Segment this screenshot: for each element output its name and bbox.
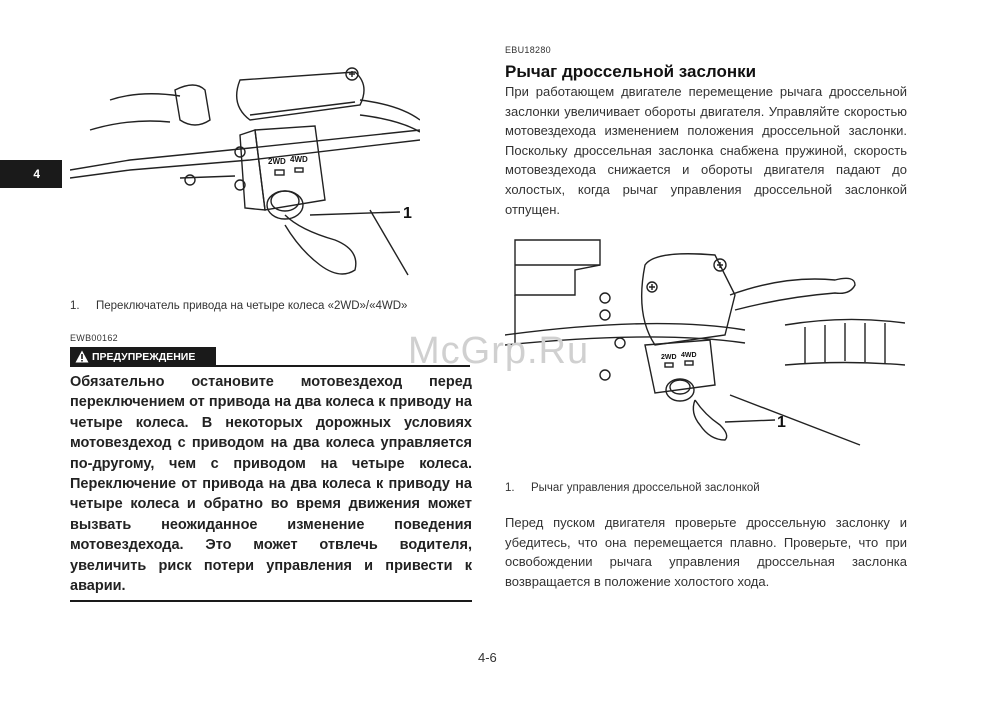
- left-figure-caption: [70, 300, 407, 312]
- intro-paragraph: При работающем двигателе перемещение рычага дроссельной заслонки увеличивает обороты двигателя. Управляйте скоростью мотовездехода изменением положения дроссельной заслонки. Поскольку дроссельная заслонка снабжена пружиной, скорость мотовездехода снижается и обороты двигателя падают до холостых, когда рычаг управления дроссельной заслонкой отпущен.: [505, 84, 907, 217]
- switch-label-4wd: 4WD: [290, 155, 308, 164]
- right-figure-caption: [505, 482, 760, 494]
- section-title: Рычаг дроссельной заслонки: [505, 62, 757, 81]
- figure-label-right: 1: [777, 414, 786, 431]
- warning-text: Обязательно остановите мотовездеход перед переключением от привода на два колеса к приводу на четыре колеса. В некоторых дорожных условиях мотовездеход с приводом на два колеса управляется по-другому, чем с приводом на четыре колеса. Переключение от привода на два колеса к приводу на четыре колеса и обратно во время движения может вызвать неожиданное изменение поведения мотовездехода. Это может отвлечь водителя, увеличить риск потери управления и привести к аварии.: [70, 374, 472, 595]
- caption-text: Рычаг управления дроссельной заслонкой: [531, 482, 760, 494]
- warning-label: [70, 347, 216, 367]
- figure-label-left: 1: [403, 205, 412, 222]
- warning-code: EWB00162: [70, 333, 118, 343]
- watermark: McGrp.Ru: [408, 330, 590, 372]
- section-code: EBU18280: [505, 45, 551, 55]
- check-paragraph: Перед пуском двигателя проверьте дроссельную заслонку и убедитесь, что она перемещается плавно. Проверьте, что при освобождении рычага управления дроссельная заслонка возвращается в положение холостого хода.: [505, 515, 907, 589]
- four-wheel-drive-switch-illustration: [70, 60, 420, 300]
- warning-bottom-rule: [70, 600, 472, 602]
- page-number: 4-6: [478, 650, 497, 665]
- caption-number: 1.: [70, 300, 80, 312]
- warning-title: ПРЕДУПРЕЖДЕНИЕ: [92, 351, 196, 363]
- caption-number: 1.: [505, 482, 515, 494]
- switch-label-2wd: 2WD: [268, 157, 286, 166]
- switch-label-4wd-right: 4WD: [681, 352, 697, 359]
- caption-text: Переключатель привода на четыре колеса «2WD»/«4WD»: [96, 300, 408, 312]
- switch-label-2wd-right: 2WD: [661, 354, 677, 361]
- warning-triangle-icon: [75, 350, 89, 363]
- chapter-tab: 4: [0, 160, 62, 188]
